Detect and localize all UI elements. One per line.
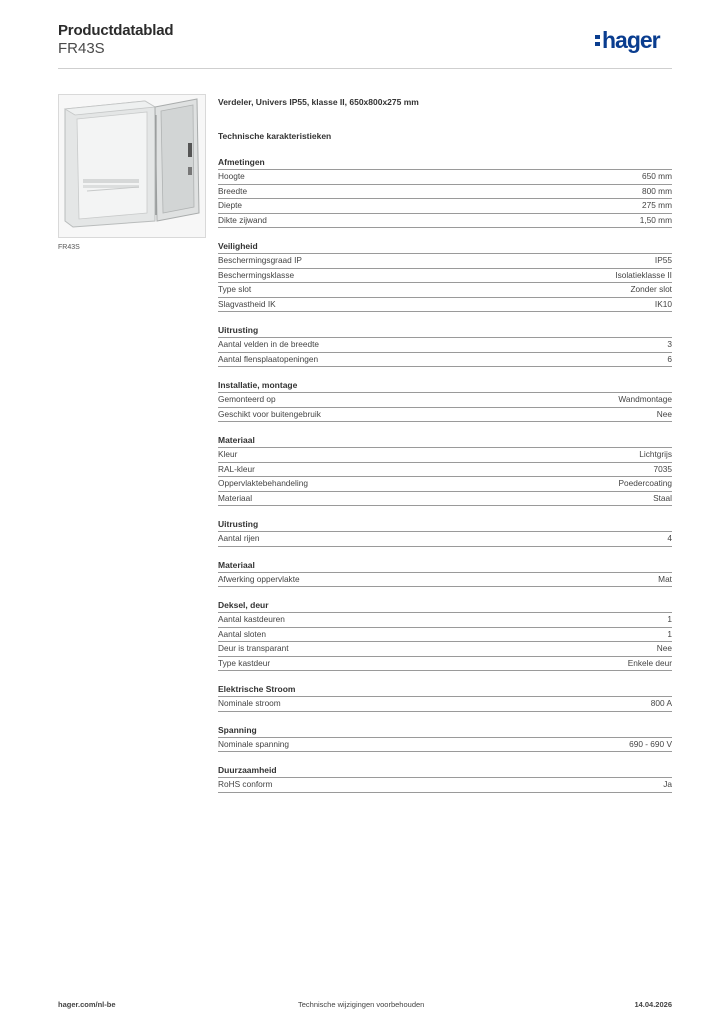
section-heading: Afmetingen (218, 157, 265, 167)
spec-label: Geschikt voor buitengebruik (218, 408, 321, 419)
spec-label: Breedte (218, 185, 248, 196)
spec-row (218, 696, 672, 712)
spec-row (218, 462, 672, 477)
spec-value: 3 (667, 339, 672, 349)
hager-logo (594, 28, 660, 52)
spec-row (218, 169, 672, 184)
spec-value: Ja (663, 779, 672, 789)
spec-row (218, 737, 672, 753)
spec-value: Wandmontage (618, 394, 672, 404)
spec-value: 7035 (653, 463, 672, 474)
section-heading: Materiaal (218, 559, 255, 570)
spec-row (218, 572, 672, 588)
spec-row (218, 641, 672, 656)
spec-section (218, 681, 672, 712)
spec-label: Dikte zijwand (218, 214, 267, 225)
spec-section (218, 432, 672, 506)
product-image (58, 94, 206, 238)
spec-row (218, 297, 672, 313)
spec-section (218, 722, 672, 753)
footer-notice: Technische wijzigingen voorbehouden (298, 1000, 425, 1009)
spec-label: Deur is transparant (218, 643, 289, 653)
cabinet-illustration-icon (59, 95, 205, 237)
spec-row (218, 627, 672, 642)
spec-value: 1 (667, 628, 672, 639)
spec-value: 4 (667, 533, 672, 543)
image-caption: FR43S (58, 244, 80, 251)
spec-value: 1,50 mm (639, 214, 672, 225)
spec-label: Slagvastheid IK (218, 298, 276, 309)
section-heading: Deksel, deur (218, 600, 269, 610)
spec-row (218, 268, 672, 283)
spec-section (218, 557, 672, 588)
spec-value: Zonder slot (630, 284, 672, 294)
logo-text: hager (602, 27, 660, 53)
spec-value: 650 mm (642, 171, 672, 181)
spec-section (218, 238, 672, 312)
spec-row (218, 612, 672, 627)
spec-section (218, 154, 672, 228)
spec-label: Oppervlaktebehandeling (218, 478, 308, 488)
spec-label: Nominale stroom (218, 698, 281, 708)
product-code: FR43S (58, 40, 105, 57)
spec-row (218, 392, 672, 407)
section-heading: Spanning (218, 724, 257, 735)
spec-label: Beschermingsklasse (218, 269, 295, 280)
spec-section (218, 322, 672, 367)
spec-label: Kleur (218, 449, 238, 459)
tech-heading: Technische karakteristieken (218, 131, 332, 141)
section-heading: Uitrusting (218, 519, 259, 529)
spec-label: Materiaal (218, 492, 253, 503)
spec-row (218, 476, 672, 491)
spec-value: IP55 (654, 255, 672, 265)
spec-content (218, 96, 672, 793)
spec-label: Aantal sloten (218, 628, 266, 639)
spec-value: 1 (667, 614, 672, 624)
spec-section (218, 377, 672, 422)
spec-value: 800 mm (642, 185, 672, 196)
spec-row (218, 491, 672, 507)
spec-value: IK10 (654, 298, 672, 309)
spec-value: Nee (656, 643, 672, 653)
spec-label: Type slot (218, 284, 252, 294)
spec-label: RoHS conform (218, 779, 273, 789)
spec-value: 690 - 690 V (629, 738, 672, 749)
spec-sections (218, 154, 672, 793)
spec-label: Aantal rijen (218, 533, 260, 543)
footer-website[interactable]: hager.com/nl-be (58, 1000, 116, 1009)
page-title: Productdatablad (58, 22, 174, 39)
spec-value: Lichtgrijs (639, 449, 672, 459)
spec-label: RAL-kleur (218, 463, 255, 474)
section-heading: Uitrusting (218, 325, 259, 335)
spec-row (218, 253, 672, 268)
spec-row (218, 777, 672, 793)
spec-label: Gemonteerd op (218, 394, 276, 404)
spec-row (218, 184, 672, 199)
product-description: Verdeler, Univers IP55, klasse II, 650x800x275 mm (218, 97, 419, 107)
logo-dots-icon (594, 32, 602, 48)
spec-row (218, 352, 672, 368)
section-heading: Installatie, montage (218, 380, 298, 390)
section-heading: Elektrische Stroom (218, 684, 296, 694)
section-heading: Materiaal (218, 435, 255, 445)
spec-value: Staal (653, 492, 672, 503)
spec-value: Poedercoating (618, 478, 672, 488)
spec-label: Hoogte (218, 171, 245, 181)
section-heading: Duurzaamheid (218, 765, 277, 775)
spec-row (218, 198, 672, 213)
spec-label: Aantal velden in de breedte (218, 339, 320, 349)
spec-label: Nominale spanning (218, 738, 290, 749)
spec-label: Aantal flensplaatopeningen (218, 353, 319, 364)
spec-label: Diepte (218, 200, 242, 210)
spec-section (218, 597, 672, 671)
spec-value: Mat (658, 573, 672, 584)
spec-section (218, 516, 672, 547)
spec-value: 800 A (650, 698, 672, 708)
footer-date: 14.04.2026 (634, 1000, 672, 1009)
spec-row (218, 447, 672, 462)
spec-value: Enkele deur (627, 657, 672, 668)
header-divider (58, 68, 672, 69)
spec-label: Afwerking oppervlakte (218, 573, 300, 584)
spec-row (218, 656, 672, 672)
spec-value: 6 (667, 353, 672, 364)
spec-row (218, 213, 672, 229)
spec-row (218, 337, 672, 352)
spec-label: Beschermingsgraad IP (218, 255, 302, 265)
spec-section (218, 762, 672, 793)
section-heading: Veiligheid (218, 241, 258, 251)
spec-row (218, 282, 672, 297)
spec-label: Aantal kastdeuren (218, 614, 285, 624)
spec-row (218, 407, 672, 423)
spec-row (218, 531, 672, 547)
spec-value: 275 mm (642, 200, 672, 210)
spec-value: Nee (656, 408, 672, 419)
spec-label: Type kastdeur (218, 657, 271, 668)
spec-value: Isolatieklasse II (615, 269, 672, 280)
